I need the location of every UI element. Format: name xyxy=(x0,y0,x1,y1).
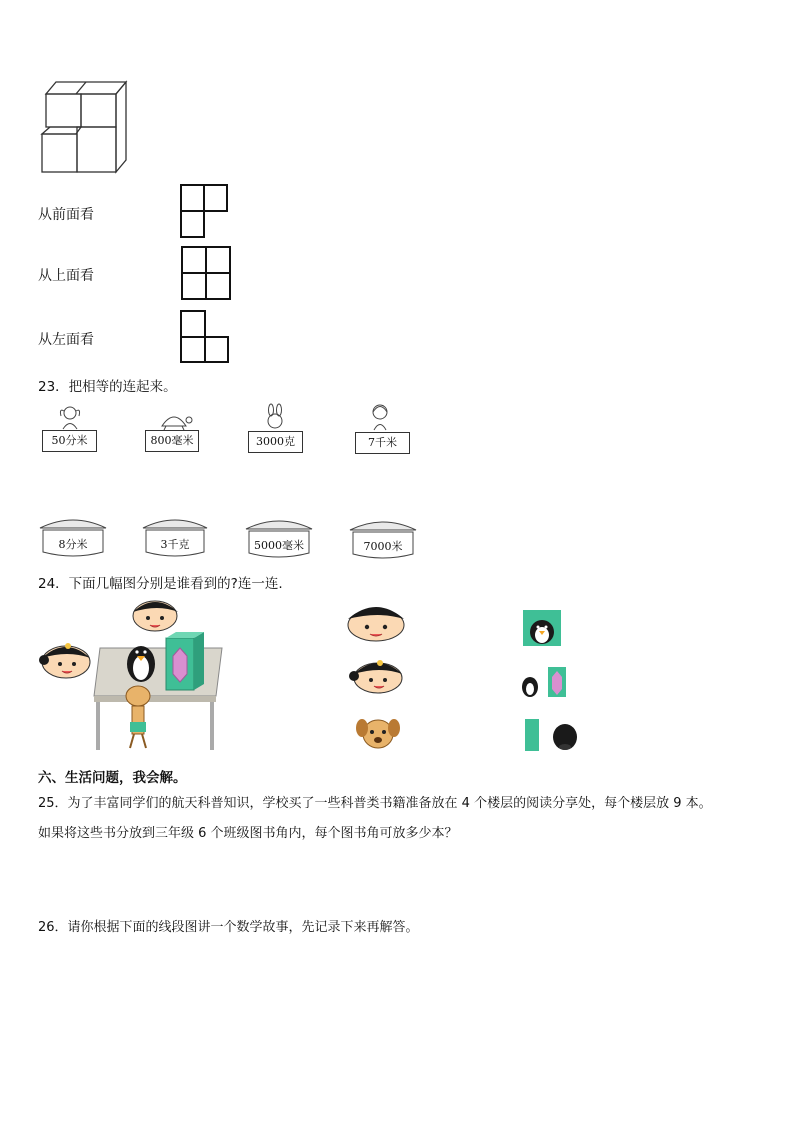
girl-face-icon xyxy=(348,656,404,694)
view-top-label: 从上面看 xyxy=(38,268,94,284)
house-tag-3: 5000毫米 xyxy=(254,539,304,552)
rabbit-icon xyxy=(263,404,287,430)
dog-face-icon xyxy=(355,714,401,752)
observation-scene xyxy=(38,598,224,754)
animal-tag-1: 50分米 xyxy=(42,430,97,452)
view-front-label: 从前面看 xyxy=(38,207,94,223)
q26-line1: 26．请你根据下面的线段图讲一个数学故事，先记录下来再解答。 xyxy=(38,920,419,935)
penguin-front-view-icon xyxy=(523,610,561,646)
view-left-label: 从左面看 xyxy=(38,332,94,348)
left-view-grid xyxy=(180,310,230,364)
front-view-grid xyxy=(180,184,230,238)
q25-line1: 25．为了丰富同学们的航天科普知识，学校买了一些科普类书籍准备放在 4 个楼层的阅读分享处，每个楼层放 9 本。 xyxy=(38,796,712,811)
house-tag-4: 7000米 xyxy=(363,540,403,553)
puppy-icon xyxy=(55,404,85,430)
penguin-left-view-icon xyxy=(520,665,568,699)
penguin-back-view-icon xyxy=(525,717,581,751)
house-tag-2: 3千克 xyxy=(160,538,190,551)
section-six-heading: 六、生活问题，我会解。 xyxy=(38,770,187,786)
cube-solid-figure xyxy=(40,82,130,177)
q23-title: 23．把相等的连起来。 xyxy=(38,379,177,395)
animal-tag-4: 7千米 xyxy=(355,432,410,454)
q25-line2: 如果将这些书分放到三年级 6 个班级图书角内，每个图书角可放多少本？ xyxy=(38,826,458,841)
house-tag-1: 8分米 xyxy=(58,538,88,551)
girl-icon xyxy=(368,403,392,431)
top-view-grid xyxy=(181,246,231,301)
q24-title: 24．下面几幅图分别是谁看到的?连一连. xyxy=(38,576,283,592)
boy-face-icon xyxy=(345,603,407,643)
animal-tag-3: 3000克 xyxy=(248,431,303,453)
animal-tag-2: 800毫米 xyxy=(145,430,199,452)
turtle-icon xyxy=(158,408,194,430)
